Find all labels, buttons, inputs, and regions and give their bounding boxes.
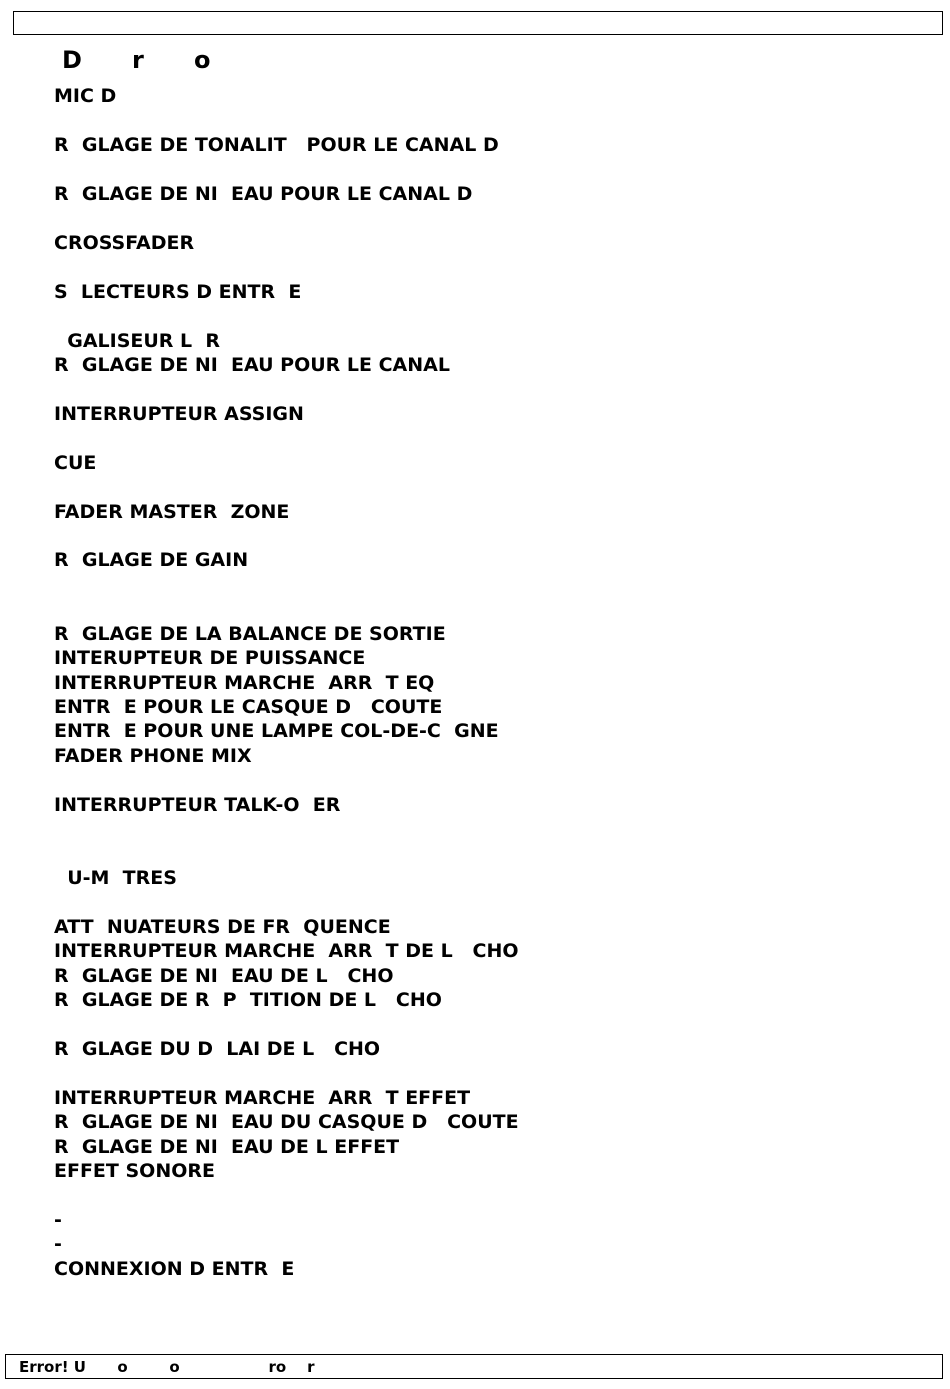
list-item: CROSSFADER (54, 232, 195, 254)
list-item: INTERRUPTEUR MARCHE ARR T EQ (54, 672, 435, 694)
list-item: INTERRUPTEUR TALK-O ER (54, 794, 341, 816)
list-item: R GLAGE DE LA BALANCE DE SORTIE (54, 623, 446, 645)
list-item: R GLAGE DE R P TITION DE L CHO (54, 989, 442, 1011)
list-item: INTERRUPTEUR MARCHE ARR T EFFET (54, 1087, 471, 1109)
list-item: MIC D (54, 85, 117, 107)
list-item: U-M TRES (54, 867, 177, 889)
list-item: R GLAGE DE GAIN (54, 549, 249, 571)
list-item: ENTR E POUR UNE LAMPE COL-DE-C GNE (54, 720, 499, 742)
list-item: R GLAGE DE TONALIT POUR LE CANAL D (54, 134, 499, 156)
list-item: ATT NUATEURS DE FR QUENCE (54, 916, 391, 938)
list-item: GALISEUR L R (54, 330, 221, 352)
list-item: INTERUPTEUR DE PUISSANCE (54, 647, 366, 669)
list-item: R GLAGE DE NI EAU POUR LE CANAL (54, 354, 450, 376)
list-item: R GLAGE DE NI EAU DE L CHO (54, 965, 394, 987)
list-item: R GLAGE DU D LAI DE L CHO (54, 1038, 381, 1060)
list-item: - (54, 1233, 62, 1255)
list-item: CONNEXION D ENTR E (54, 1258, 295, 1280)
footer-text: Error! U o o ro r (19, 1358, 315, 1376)
list-item: FADER PHONE MIX (54, 745, 252, 767)
list-item: R GLAGE DE NI EAU DU CASQUE D COUTE (54, 1111, 519, 1133)
list-item: CUE (54, 452, 97, 474)
list-item: R GLAGE DE NI EAU POUR LE CANAL D (54, 183, 473, 205)
list-item: S LECTEURS D ENTR E (54, 281, 302, 303)
list-item: FADER MASTER ZONE (54, 501, 290, 523)
list-item: INTERRUPTEUR ASSIGN (54, 403, 304, 425)
list-item: ENTR E POUR LE CASQUE D COUTE (54, 696, 443, 718)
list-item: INTERRUPTEUR MARCHE ARR T DE L CHO (54, 940, 519, 962)
page-title: D r o (62, 46, 211, 74)
list-item: R GLAGE DE NI EAU DE L EFFET (54, 1136, 400, 1158)
header-box (13, 11, 943, 35)
list-item: EFFET SONORE (54, 1160, 215, 1182)
list-item: - (54, 1209, 62, 1231)
footer-box (5, 1354, 943, 1379)
